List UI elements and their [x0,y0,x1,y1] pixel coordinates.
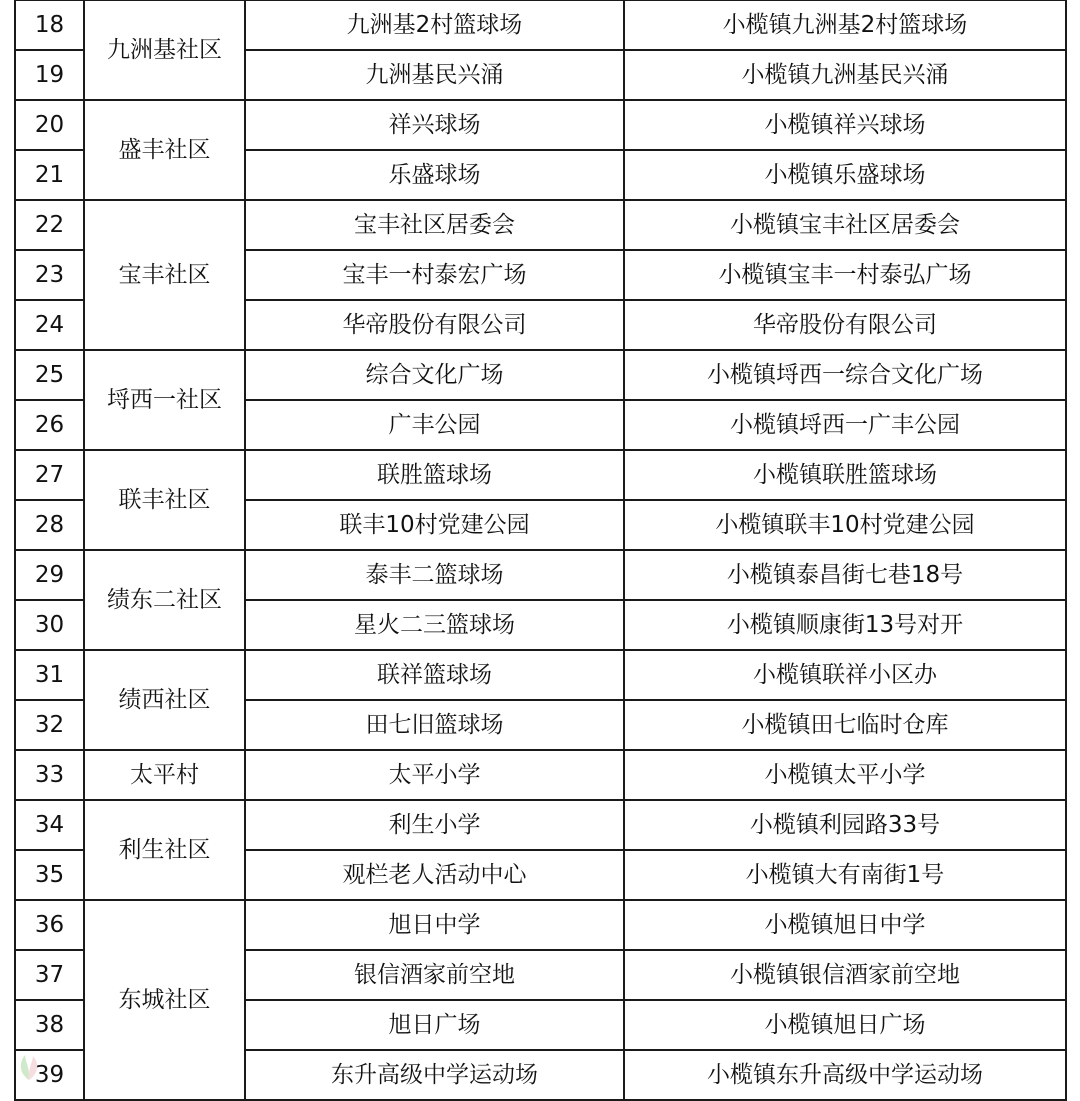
community-cell: 埒西一社区 [84,350,245,450]
table-row [15,650,1066,700]
address-cell: 小榄镇宝丰一村泰弘广场 [624,250,1066,300]
site-name-cell: 田七旧篮球场 [245,700,624,750]
community-cell: 九洲基社区 [84,0,245,100]
site-name-cell: 银信酒家前空地 [245,950,624,1000]
address-cell: 小榄镇乐盛球场 [624,150,1066,200]
site-name-cell: 利生小学 [245,800,624,850]
site-name-cell: 宝丰一村泰宏广场 [245,250,624,300]
site-name-cell: 旭日中学 [245,900,624,950]
row-number-cell: 27 [15,450,84,500]
address-cell: 小榄镇大有南街1号 [624,850,1066,900]
address-cell: 华帝股份有限公司 [624,300,1066,350]
community-cell: 东城社区 [84,900,245,1100]
row-number-cell: 31 [15,650,84,700]
row-number-cell: 34 [15,800,84,850]
site-name-cell: 宝丰社区居委会 [245,200,624,250]
row-number-cell: 25 [15,350,84,400]
address-cell: 小榄镇顺康街13号对开 [624,600,1066,650]
site-name-cell: 祥兴球场 [245,100,624,150]
address-cell: 小榄镇泰昌街七巷18号 [624,550,1066,600]
address-cell: 小榄镇田七临时仓库 [624,700,1066,750]
address-cell: 小榄镇旭日广场 [624,1000,1066,1050]
row-number-cell: 32 [15,700,84,750]
table-row [15,750,1066,800]
address-cell: 小榄镇联胜篮球场 [624,450,1066,500]
community-cell: 宝丰社区 [84,200,245,350]
site-name-cell: 九洲基民兴涌 [245,50,624,100]
table-row [15,100,1066,150]
address-cell: 小榄镇宝丰社区居委会 [624,200,1066,250]
table-row [15,0,1066,50]
row-number-cell: 22 [15,200,84,250]
site-name-cell: 华帝股份有限公司 [245,300,624,350]
address-cell: 小榄镇太平小学 [624,750,1066,800]
site-name-cell: 乐盛球场 [245,150,624,200]
row-number-cell: 37 [15,950,84,1000]
address-cell: 小榄镇埒西一广丰公园 [624,400,1066,450]
vaccination-site-table [14,0,1067,1101]
table-row [15,450,1066,500]
row-number-cell: 24 [15,300,84,350]
row-number-cell: 21 [15,150,84,200]
row-number-cell: 20 [15,100,84,150]
address-cell: 小榄镇联祥小区办 [624,650,1066,700]
row-number-cell: 29 [15,550,84,600]
community-cell: 联丰社区 [84,450,245,550]
site-name-cell: 广丰公园 [245,400,624,450]
row-number-cell: 30 [15,600,84,650]
row-number-cell: 38 [15,1000,84,1050]
table-body [15,0,1066,1100]
address-cell: 小榄镇东升高级中学运动场 [624,1050,1066,1100]
table-row [15,550,1066,600]
address-cell: 小榄镇九洲基民兴涌 [624,50,1066,100]
community-cell: 利生社区 [84,800,245,900]
site-name-cell: 联胜篮球场 [245,450,624,500]
row-number-cell: 35 [15,850,84,900]
table-row [15,350,1066,400]
site-name-cell: 联丰10村党建公园 [245,500,624,550]
row-number-cell: 23 [15,250,84,300]
row-number-cell: 19 [15,50,84,100]
row-number-cell: 39 [15,1050,84,1100]
address-cell: 小榄镇利园路33号 [624,800,1066,850]
site-name-cell: 九洲基2村篮球场 [245,0,624,50]
site-name-cell: 泰丰二篮球场 [245,550,624,600]
row-number-cell: 26 [15,400,84,450]
row-number-cell: 18 [15,0,84,50]
address-cell: 小榄镇旭日中学 [624,900,1066,950]
site-name-cell: 星火二三篮球场 [245,600,624,650]
row-number-cell: 36 [15,900,84,950]
address-cell: 小榄镇九洲基2村篮球场 [624,0,1066,50]
site-name-cell: 观栏老人活动中心 [245,850,624,900]
row-number-cell: 28 [15,500,84,550]
address-cell: 小榄镇祥兴球场 [624,100,1066,150]
address-cell: 小榄镇银信酒家前空地 [624,950,1066,1000]
community-cell: 太平村 [84,750,245,800]
site-name-cell: 综合文化广场 [245,350,624,400]
site-name-cell: 旭日广场 [245,1000,624,1050]
site-name-cell: 联祥篮球场 [245,650,624,700]
community-cell: 盛丰社区 [84,100,245,200]
site-name-cell: 东升高级中学运动场 [245,1050,624,1100]
address-cell: 小榄镇埒西一综合文化广场 [624,350,1066,400]
table-row [15,800,1066,850]
community-cell: 绩西社区 [84,650,245,750]
row-number-cell: 33 [15,750,84,800]
table-row [15,900,1066,950]
community-cell: 绩东二社区 [84,550,245,650]
address-cell: 小榄镇联丰10村党建公园 [624,500,1066,550]
table-row [15,200,1066,250]
site-name-cell: 太平小学 [245,750,624,800]
